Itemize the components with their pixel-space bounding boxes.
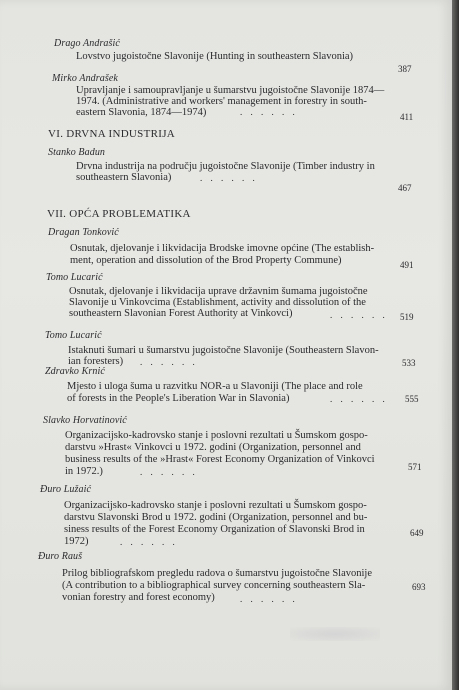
section-heading: VI. DRVNA INDUSTRIJA [48,128,176,140]
entry-title-line: Mjesto i uloga šuma u razvitku NOR-a u Slavoniji (The place and role [67,381,363,392]
entry-title-line: in 1972.) [65,466,103,477]
entry-title-line: darstvu »Hrast« Vinkovci u 1972. godini (Organization, personnel and [65,442,361,453]
entry-author: Đuro Lužaić [40,484,92,495]
entry-title-line: 1972) [64,536,89,547]
entry-title-line: eastern Slavonia, 1874—1974) [76,107,207,118]
dot-leader: . . . . . . [240,594,298,604]
entry-author: Slavko Horvatinović [43,415,127,426]
entry-page-number: 571 [408,462,422,472]
entry-title-line: Osnutak, djelovanje i likvidacija uprave državnim šumama jugoistočne [69,286,368,297]
entry-page-number: 649 [410,528,424,538]
entry-page-number: 555 [405,394,419,404]
entry-title-line: southeastern Slavonian Forest Authority at Vinkovci) [69,308,293,319]
entry-page-number: 533 [402,358,416,368]
entry-title-line: darstvu Slavonski Brod u 1972. godini (Organization, personnel and bu- [64,512,368,523]
section-heading: VII. OPĆA PROBLEMATIKA [47,208,191,220]
entry-page-number: 387 [398,64,412,74]
dot-leader: . . . . . . [240,107,298,117]
dot-leader: . . . . . . [140,357,198,367]
entry-title-line: ian foresters) [68,356,124,367]
entry-title-line: Organizacijsko-kadrovsko stanje i poslovni rezultati u Šumskom gospo- [65,430,368,441]
entry-page-number: 411 [400,112,414,122]
dot-leader: . . . . . . [200,173,258,183]
entry-title-line: Slavonije u Vinkovcima (Establishment, activity and dissolution of the [69,297,366,308]
entry-title-line: siness results of the Forest Economy Organization of Slavonski Brod in [64,524,365,535]
entry-page-number: 467 [398,183,412,193]
entry-title-line: ment, operation and dissolution of the Brod Property Commune) [70,255,342,266]
entry-title-line: vonian forestry and forest economy) [62,592,215,603]
entry-author: Stanko Badun [48,147,106,158]
entry-author: Tomo Lucarić [46,272,103,283]
show-through-smudge [290,627,380,641]
entry-author: Dragan Tonković [48,227,119,238]
entry-title-line: Drvna industrija na području jugoistočne Slavonije (Timber industry in [76,161,375,172]
entry-title-line: business results of the »Hrast« Forest Economy Organization of Vinkovci [65,454,375,465]
entry-title-line: southeastern Slavonia) [76,172,172,183]
entry-title-line: Prilog bibliografskom pregledu radova o šumarstvu jugoistočne Slavonije [62,568,372,579]
entry-title-line: Upravljanje i samoupravljanje u šumarstvu jugoistočne Slavonije 1874— [76,85,385,96]
entry-title-line: Organizacijsko-kadrovsko stanje i poslovni rezultati u Šumskom gospo- [64,500,367,511]
dot-leader: . . . . . . [140,467,198,477]
dot-leader: . . . . . . [330,310,388,320]
entry-author: Drago Andrašić [54,38,120,49]
entry-title-line: Osnutak, djelovanje i likvidacija Brodske imovne općine (The establish- [70,243,375,254]
entry-author: Đuro Rauš [38,551,83,562]
entry-author: Tomo Lucarić [45,330,102,341]
dot-leader: . . . . . . [120,537,178,547]
entry-author: Mirko Andrašek [52,73,118,84]
dot-leader: . . . . . . [330,394,388,404]
entry-page-number: 693 [412,582,426,592]
entry-author: Zdravko Krnić [45,366,105,377]
entry-title-line: Lovstvo jugoistočne Slavonije (Hunting in southeastern Slavonia) [76,51,354,62]
book-spine-shadow [452,0,459,690]
entry-title-line: of forests in the People's Liberation War in Slavonia) [67,393,290,404]
entry-title-line: (A contribution to a bibliographical survey concerning southeastern Sla- [62,580,366,591]
entry-page-number: 519 [400,312,414,322]
entry-title-line: 1974. (Administrative and workers' management in forestry in south- [76,96,367,107]
entry-title-line: Istaknuti šumari u šumarstvu jugoistočne Slavonije (Southeastern Slavon- [68,345,379,356]
entry-page-number: 491 [400,260,414,270]
